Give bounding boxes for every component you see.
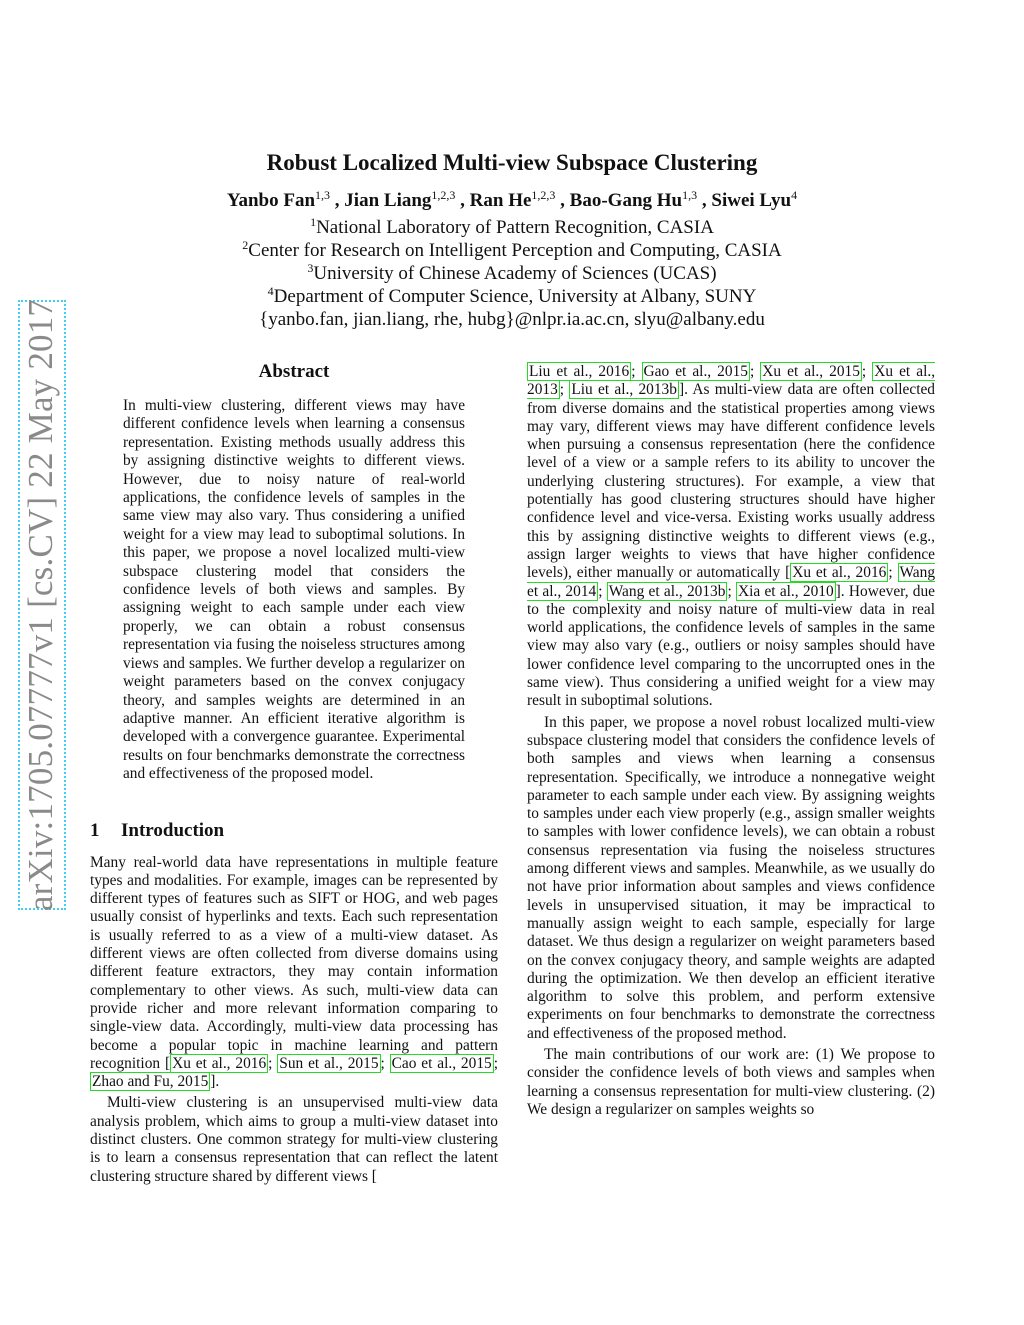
citation-link[interactable]: Liu et al., 2016 bbox=[529, 363, 630, 380]
author-affil-sup: 1,2,3 bbox=[531, 188, 556, 202]
abstract-text: In multi-view clustering, different views may have different confidence levels when learning a consensus representation. Existing methods usually address this by assigning distinctive weights to different views. However, due to noisy nature of real-world applications, the confidence levels of samples in the same view may also vary. Thus considering a unified weight for a view may lead to suboptimal solutions. In this paper, we propose a novel localized multi-view subspace clustering model that considers the confidence levels of both views and samples. By assigning weight to each sample under each view properly, we can obtain a robust consensus representation via fusing the noiseless structures among views and samples. We further develop a regularizer on weight parameters based on the convex conjugacy theory, and samples weights are determined in an adaptive manner. An efficient iterative algorithm is developed with a convergence guarantee. Experimental results on four benchmarks demonstrate the correctness and effectiveness of the proposed model. bbox=[123, 397, 465, 783]
author-affil-sup: 1,3 bbox=[315, 188, 331, 202]
citation-link[interactable]: Sun et al., 2015 bbox=[279, 1054, 379, 1072]
citation-link[interactable]: Wang et al., 2013b bbox=[608, 582, 726, 600]
citation-link[interactable]: Xu et al., 2016 bbox=[792, 564, 887, 582]
intro-paragraph-3: In this paper, we propose a novel robust localized multi-view subspace clustering model that considers the confidence levels of both samples and views when learning a consensus representation. Specifically, we introduce a nonnegative weight parameter to each sample under each view. By assigning weights to samples under each view properly (e.g., assign smaller weights to samples with lower confidence levels), we can obtain a robust consensus representation via fusing the noiseless structures among different views and samples. Meanwhile, as we usually do not have prior information about samples and views confidence levels in unsupervised situation, it may be impractical to manually assign weight to each sample, especially for large dataset. We thus design a regularizer on weight parameters based on the convex conjugacy theory, and sample weights are adapted during the optimization. We then develop an efficient iterative algorithm to solve this problem, and perform extensive experiments on four benchmarks to demonstrate the correctness and effectiveness of the proposed method. bbox=[527, 713, 935, 1042]
citation-link[interactable]: Cao et al., 2015 bbox=[391, 1054, 492, 1072]
section-title: Introduction bbox=[121, 819, 225, 841]
author-affil-sup: 4 bbox=[791, 188, 798, 202]
author: Bao-Gang Hu bbox=[569, 190, 683, 211]
author: Siwei Lyu bbox=[711, 190, 792, 211]
author-affil-sup: 1,2,3 bbox=[431, 188, 456, 202]
abstract-heading: Abstract bbox=[258, 361, 330, 382]
author-affil-sup: 1,3 bbox=[682, 188, 698, 202]
citation-link[interactable]: Zhao and Fu, 2015 bbox=[92, 1073, 209, 1091]
citation-link[interactable]: Xu et al., 2013 bbox=[527, 363, 936, 399]
author: Ran He bbox=[469, 190, 532, 211]
paper-title: Robust Localized Multi-view Subspace Clustering bbox=[266, 150, 758, 175]
affiliation: $^1$National Laboratory of Pattern Recognition, CASIA bbox=[310, 215, 714, 238]
arxiv-identifier[interactable]: arXiv:1705.07777v1 [cs.CV] 22 May 2017 bbox=[21, 298, 60, 912]
author-emails: {yanbo.fan, jian.liang, rhe, hubg}@nlpr.ia.ac.cn, slyu@albany.edu bbox=[259, 309, 765, 330]
affiliations bbox=[0, 216, 1024, 331]
right-column bbox=[527, 363, 935, 1119]
citation-link[interactable]: Xia et al., 2010 bbox=[737, 582, 834, 600]
author: Yanbo Fan bbox=[226, 190, 316, 211]
section-heading-introduction bbox=[90, 820, 498, 842]
author-list: Yanbo Fan$^{1,3}$ , Jian Liang$^{1,2,3}$ , Ran He$^{1,2,3}$ , Bao-Gang Hu$^{1,3}$ , Siwei Lyu$^4$ bbox=[226, 188, 798, 211]
citation-link[interactable]: Xu et al., 2016 bbox=[172, 1054, 267, 1072]
section-number: 1 bbox=[90, 819, 100, 841]
intro-paragraph-2: Multi-view clustering is an unsupervised multi-view data analysis problem, which aims to group a multi-view dataset into distinct clusters. One common strategy for multi-view clustering is to learn a consensus representation that can reflect the latent clustering structure shared by different views [ bbox=[90, 1094, 498, 1185]
left-column bbox=[90, 355, 498, 1186]
author: Jian Liang bbox=[344, 190, 432, 211]
intro-paragraph-1: Many real-world data have representations in multiple feature types and modalities. For example, images can be represented by different types of features such as SIFT or HOG, and web pages usually consist of hyperlinks and texts. Each such representation is usually referred to as a view of a multi-view dataset. As different views are often collected from diverse domains using different feature extractors, they may contain information complementary to other views. As such, multi-view data can provide richer and more relevant information comparing to single-view data. Accordingly, multi-view data processing has become a popular topic in machine learning and pattern recognition [ Xu et al., 2016 ; Sun et al., 2015 ; Cao et al., 2015 ; Zhao and Fu, 2015 ]. bbox=[90, 853, 498, 1091]
affiliation: $^4$Department of Computer Science, University at Albany, SUNY bbox=[267, 284, 757, 307]
citation-link[interactable]: Xu et al., 2015 bbox=[762, 363, 860, 380]
intro-paragraph-2-continued: Liu et al., 2016 ; Gao et al., 2015 ; Xu et al., 2015 ; Xu et al., 2013 ; Liu et al., 2013b ]. As multi-view data are often collected from diverse domains and the statistical properties among views may vary, different views may have different confidence levels when pursuing a consensus representation (here the confidence level of a view or a sample refers to its ability to uncover the underlying clustering structures). For example, a view that potentially has good clustering structures should have higher confidence level and vice-versa. Existing works usually address this by assigning distinctive weights to different views (e.g., assign larger weights to views that have higher confidence levels), either manually or automatically [ Xu et al., 2016 ; Wang et al., 2014 ; Wang et al., 2013b ; Xia et al., 2010 ]. However, due to the complexity and noisy nature of multi-view data in real world applications, the confidence levels of samples in the same view may also vary (e.g., outliers or noisy samples should have lower confidence level comparing to the uncorrupted ones in the same view). Thus considering a unified weight for a view may result in suboptimal solutions. bbox=[527, 363, 936, 710]
affiliation: $^2$Center for Research on Intelligent Perception and Computing, CASIA bbox=[242, 238, 782, 261]
citation-link[interactable]: Liu et al., 2013b bbox=[571, 381, 677, 399]
citation-link[interactable]: Gao et al., 2015 bbox=[643, 363, 748, 380]
citation-link[interactable]: Wang et al., 2014 bbox=[527, 564, 936, 600]
affiliation: $^3$University of Chinese Academy of Sciences (UCAS) bbox=[307, 261, 717, 284]
intro-paragraph-4: The main contributions of our work are: (1) We propose to consider the confidence levels of both views and samples when learning a consensus representation for multi-view clustering. (2) We design a regularizer on samples weights so bbox=[527, 1045, 935, 1118]
